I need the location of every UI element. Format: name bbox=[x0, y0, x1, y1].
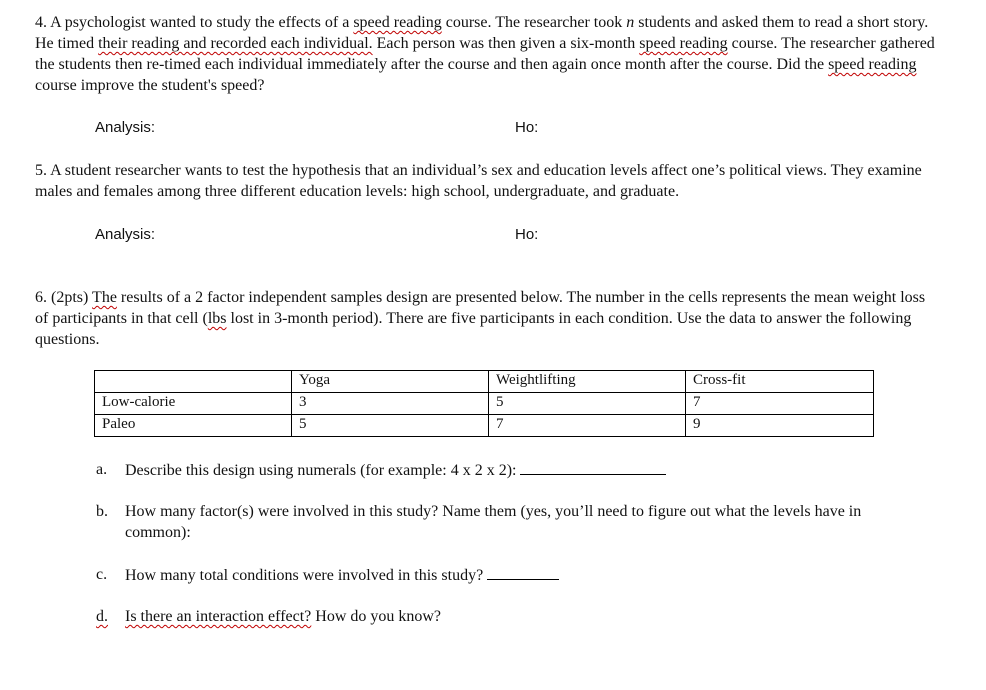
question-6-text: 6. (2pts) The results of a 2 factor independent samples design are presented below. The number in the cells represents the mean weight loss of participants in that cell (lbs lost in 3-month period). There are five participants in each condition. Use the data to answer the following questions. bbox=[35, 289, 926, 348]
question-5-text: 5. A student researcher wants to test the hypothesis that an individual’s sex and education levels affect one’s political views. They examine males and females among three different education levels: high school, undergraduate, and graduate. bbox=[35, 162, 922, 200]
table-cell: Paleo bbox=[95, 415, 292, 437]
table-cell: Low-calorie bbox=[95, 393, 292, 415]
answer-blank[interactable] bbox=[520, 459, 666, 475]
question-letter: a. bbox=[96, 461, 108, 478]
question-letter: b. bbox=[96, 503, 108, 520]
table-header-row bbox=[95, 371, 874, 393]
table-row bbox=[95, 415, 874, 437]
table-cell: 9 bbox=[686, 415, 874, 437]
q5-analysis-label: Analysis: bbox=[95, 226, 156, 243]
table-cell: 7 bbox=[686, 393, 874, 415]
spell-check-phrase: speed reading bbox=[353, 14, 442, 31]
table-header-cell: Yoga bbox=[292, 371, 489, 393]
spell-check-word: The bbox=[92, 289, 117, 306]
answer-blank[interactable] bbox=[487, 564, 559, 580]
spell-check-phrase: speed reading bbox=[828, 56, 917, 73]
table-header-cell: Weightlifting bbox=[489, 371, 686, 393]
table-row bbox=[95, 393, 874, 415]
table-cell: 5 bbox=[489, 393, 686, 415]
table-header-cell: Cross-fit bbox=[686, 371, 874, 393]
question-6d: d. Is there an interaction effect? How do you know? bbox=[96, 608, 442, 625]
question-6a: a. Describe this design using numerals (for example: 4 x 2 x 2): bbox=[96, 459, 926, 481]
question-6b: b. How many factor(s) were involved in this study? Name them (yes, you’ll need to figure out what the levels have in common): bbox=[96, 503, 862, 541]
table-cell: 3 bbox=[292, 393, 489, 415]
table-header-cell bbox=[95, 371, 292, 393]
question-letter: d. bbox=[96, 608, 108, 625]
question-letter: c. bbox=[96, 566, 108, 583]
question-6c: c. How many total conditions were involved in this study? bbox=[96, 564, 926, 586]
spell-check-phrase: Is there an interaction effect? bbox=[125, 608, 312, 625]
q4-ho-label: Ho: bbox=[515, 119, 539, 136]
question-4-text: 4. A psychologist wanted to study the effects of a speed reading course. The researcher took n students and asked them to read a short story. He timed their reading and recorded each individual. Each person was then given a six-month speed reading course. The researcher gathered the students then re-timed each individual immediately after the course and then again once month after the course. Did the speed reading course improve the student's speed? bbox=[35, 14, 935, 94]
table-cell: 5 bbox=[292, 415, 489, 437]
q5-ho-label: Ho: bbox=[515, 226, 539, 243]
table-cell: 7 bbox=[489, 415, 686, 437]
spell-check-phrase: their reading and recorded each individual. bbox=[98, 35, 373, 52]
spell-check-phrase: speed reading bbox=[639, 35, 728, 52]
spell-check-word: lbs bbox=[207, 310, 227, 327]
q4-analysis-label: Analysis: bbox=[95, 119, 156, 136]
weight-loss-table bbox=[94, 370, 874, 437]
